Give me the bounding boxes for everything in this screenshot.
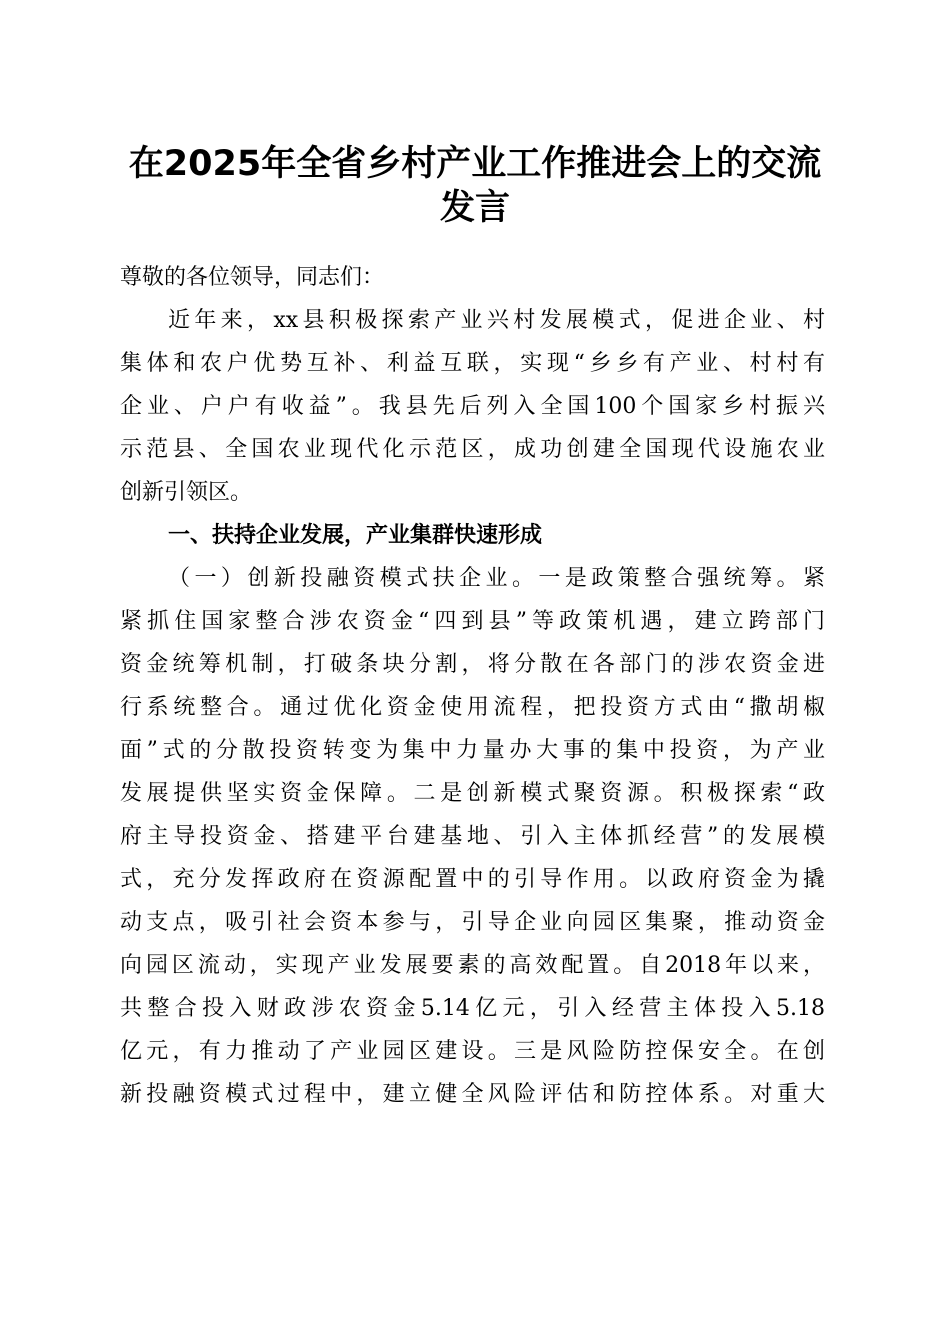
paragraph-line: 府主导投资金、搭建平台建基地、引入主体抓经营”的发展模 — [120, 824, 825, 849]
section-heading: 一、扶持企业发展，产业集群快速形成 — [168, 523, 543, 548]
paragraph-line: 近年来，xx县积极探索产业兴村发展模式，促进企业、村 — [168, 308, 825, 333]
paragraph-line: 亿元，有力推动了产业园区建设。三是风险防控保安全。在创 — [120, 1039, 825, 1064]
document-body — [120, 256, 825, 1116]
paragraph-line: 示范县、全国农业现代化示范区，成功创建全国现代设施农业 — [120, 437, 825, 462]
paragraph-line: 向园区流动，实现产业发展要素的高效配置。自2018年以来， — [120, 953, 825, 978]
document-title-line-1: 在2025年全省乡村产业工作推进会上的交流 — [128, 144, 822, 184]
paragraph-line: 集体和农户优势互补、利益互联，实现“乡乡有产业、村村有 — [120, 351, 825, 376]
paragraph-line: 尊敬的各位领导，同志们： — [120, 265, 385, 290]
paragraph-line: 行系统整合。通过优化资金使用流程，把投资方式由“撒胡椒 — [120, 695, 825, 720]
paragraph-line: （一）创新投融资模式扶企业。一是政策整合强统筹。紧 — [168, 566, 825, 591]
paragraph-line: 共整合投入财政涉农资金5.14亿元，引入经营主体投入5.18 — [120, 996, 825, 1021]
paragraph-line: 企业、户户有收益”。我县先后列入全国100个国家乡村振兴 — [120, 394, 825, 419]
paragraph-line: 式，充分发挥政府在资源配置中的引导作用。以政府资金为撬 — [120, 867, 825, 892]
paragraph-line: 发展提供坚实资金保障。二是创新模式聚资源。积极探索“政 — [120, 781, 825, 806]
paragraph-line: 面”式的分散投资转变为集中力量办大事的集中投资，为产业 — [120, 738, 825, 763]
paragraph-line: 动支点，吸引社会资本参与，引导企业向园区集聚，推动资金 — [120, 910, 825, 935]
paragraph-line: 紧抓住国家整合涉农资金“四到县”等政策机遇，建立跨部门 — [120, 609, 825, 634]
paragraph-line: 新投融资模式过程中，建立健全风险评估和防控体系。对重大 — [120, 1082, 825, 1107]
paragraph-line: 资金统筹机制，打破条块分割，将分散在各部门的涉农资金进 — [120, 652, 825, 677]
document-title-line-2: 发言 — [439, 188, 510, 228]
paragraph-line: 创新引领区。 — [120, 480, 253, 505]
